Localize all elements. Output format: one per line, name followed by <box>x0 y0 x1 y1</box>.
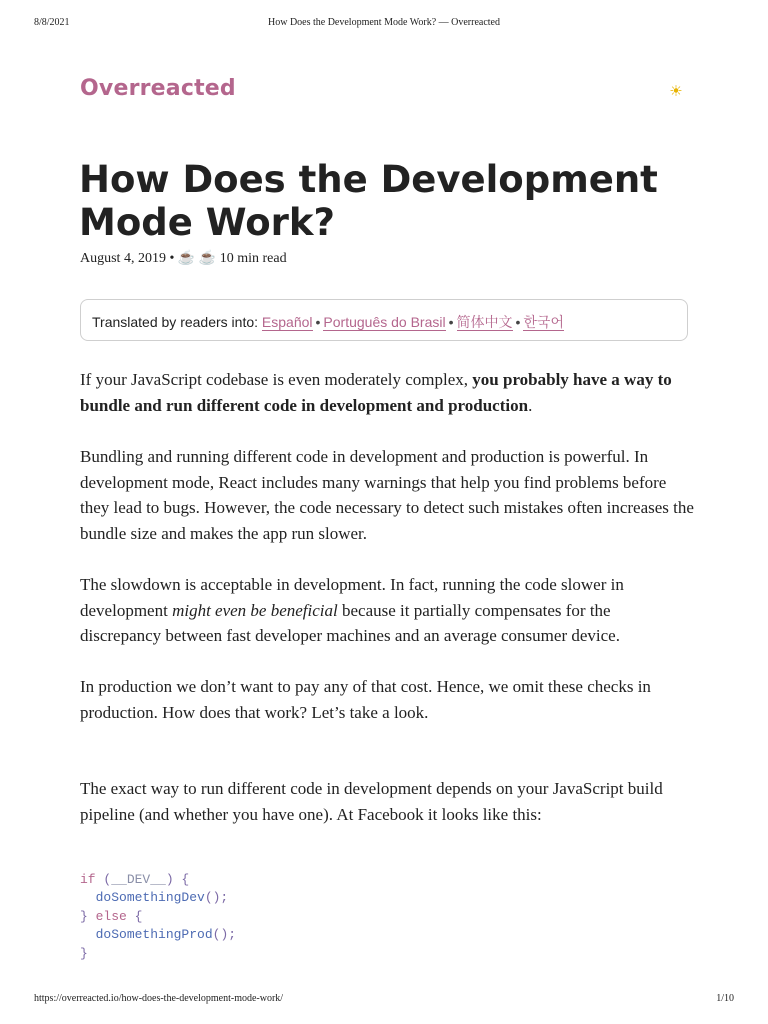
intro-bold-text: you probably have a way to bundle and run different code in development and production <box>80 370 672 415</box>
translation-link-zh[interactable]: 简体中文 <box>456 314 513 330</box>
sun-icon[interactable]: ☀ <box>669 84 683 100</box>
post-date: August 4, 2019 <box>80 251 166 266</box>
intro-end: . <box>528 395 533 415</box>
code-fn-dev: doSomethingDev <box>95 890 205 906</box>
code-dev-flag: __DEV__ <box>111 872 166 887</box>
code-keyword-if: if <box>80 872 96 887</box>
print-url: https://overreacted.io/how-does-the-development-mode-work/ <box>34 993 284 1004</box>
print-page-number: 1/10 <box>716 993 734 1004</box>
translation-separator: • <box>448 314 454 330</box>
print-header <box>34 17 734 31</box>
code-fn-prod: doSomethingProd <box>95 927 213 943</box>
translation-link-es[interactable]: Español <box>261 314 313 330</box>
translation-separator: • <box>315 314 321 330</box>
code-paren-brace: ) { <box>165 872 190 887</box>
code-brace: } <box>80 908 96 924</box>
slowdown-text: The slowdown is acceptable in development. In fact, running the code slower in development <box>80 575 624 620</box>
paragraph-pipeline: The exact way to run different code in development depends on your JavaScript build pipeline (and whether you have one). At Facebook it looks like this: <box>80 779 663 824</box>
code-open-brace: { <box>126 908 143 924</box>
post-title: How Does the Development Mode Work? <box>79 158 658 244</box>
slowdown-italic-text: might even be beneficial <box>172 600 338 620</box>
meta-separator: • <box>169 251 175 266</box>
print-date: 8/8/2021 <box>34 17 70 28</box>
code-indent <box>80 890 96 905</box>
paragraph-slowdown <box>80 572 695 649</box>
translation-separator: • <box>515 314 521 330</box>
paragraph-bundling: Bundling and running different code in development and production is powerful. In development mode, React includes many warnings that help you find problems before they lead to bugs. However, the code necessary to detect such mistakes often increases the bundle size and makes the app run slower. <box>80 447 694 543</box>
paragraph-intro <box>80 367 695 418</box>
coffee-icon: ☕️ ☕️ <box>177 251 217 266</box>
post-meta <box>80 250 287 267</box>
translations-box <box>80 299 688 341</box>
print-footer <box>34 993 734 1007</box>
code-paren: ( <box>95 872 112 887</box>
code-call: (); <box>212 927 237 943</box>
intro-text: If your JavaScript codebase is even moderately complex, <box>80 370 473 389</box>
slowdown-end: because it partially compensates for the discrepancy between fast developer machines and an average consumer device. <box>80 600 620 645</box>
read-time: 10 min read <box>219 251 287 266</box>
print-doc-title: How Does the Development Mode Work? — Overreacted <box>268 17 500 28</box>
translations-label: Translated by readers into: <box>92 314 259 330</box>
code-block <box>80 871 236 963</box>
translation-link-pt-br[interactable]: Português do Brasil <box>323 314 446 330</box>
site-brand-link[interactable]: Overreacted <box>80 76 236 101</box>
translation-link-ko[interactable]: 한국어 <box>523 314 564 330</box>
code-indent <box>80 927 96 942</box>
paragraph-production: In production we don’t want to pay any of that cost. Hence, we omit these checks in production. How does that work? Let’s take a look. <box>80 677 651 722</box>
code-keyword-else: else <box>95 908 127 924</box>
code-call: (); <box>204 890 229 906</box>
code-close-brace: } <box>80 945 88 961</box>
